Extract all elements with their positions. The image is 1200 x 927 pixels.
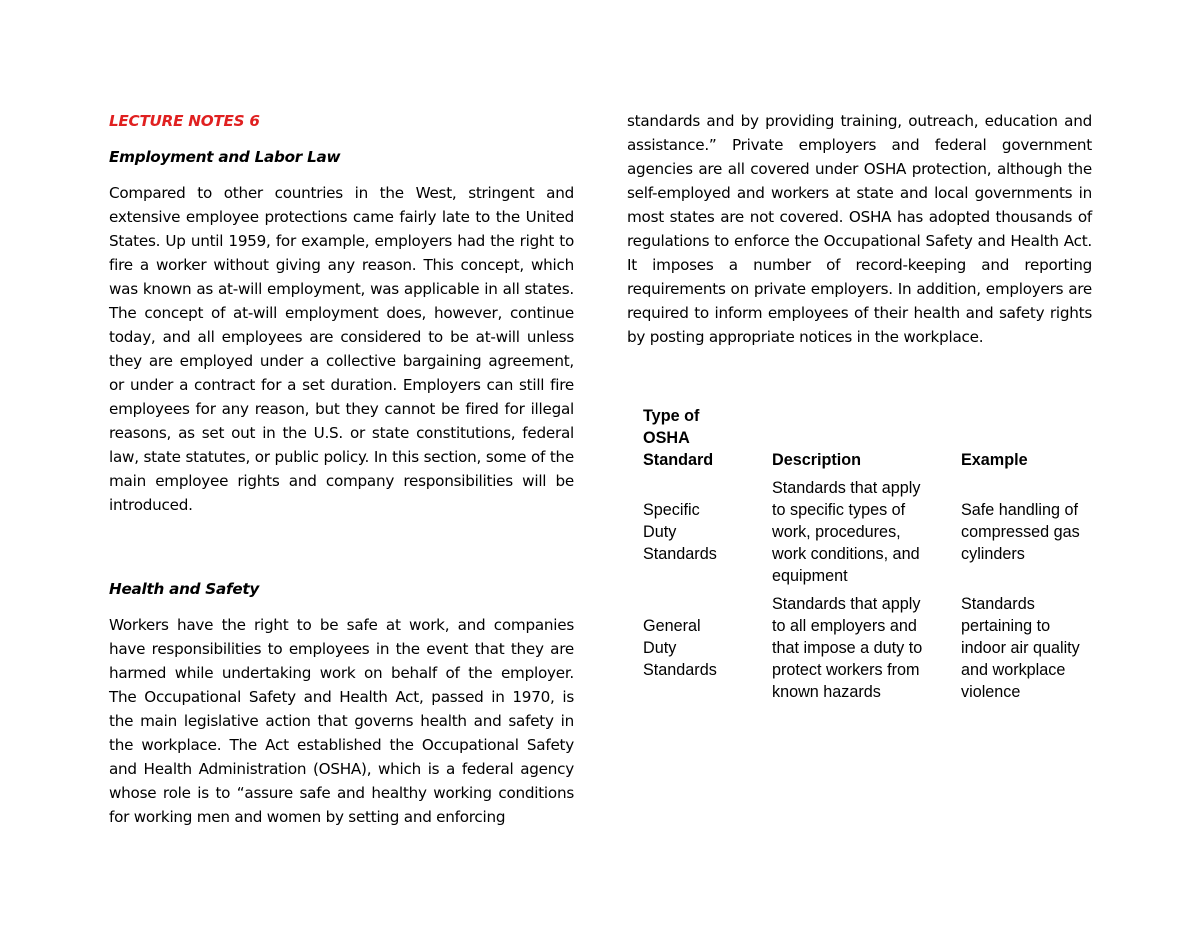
document-title: LECTURE NOTES 6 — [109, 112, 260, 130]
table-cell-example: Standards pertaining to indoor air quality and workplace violence — [961, 595, 1080, 701]
table-cell-type: General Duty Standards — [643, 617, 717, 679]
table-header-row — [634, 405, 1101, 477]
section-spacer — [109, 517, 574, 565]
right-column — [627, 109, 1092, 349]
left-column — [109, 109, 574, 829]
health-safety-paragraph-right: standards and by providing training, outreach, education and assistance.” Private employers and federal government agencies are all covered under OSHA protection, although the self-employed and workers at state and local governments in most states are not covered. OSHA has adopted thousands of regulations to enforce the Occupational Safety and Health Act. It imposes a number of record-keeping and reporting requirements on private employers. In addition, employers are required to inform employees of their health and safety rights by posting appropriate notices in the workplace. — [627, 112, 1092, 346]
table-row — [634, 477, 1101, 593]
table-cell-description: Standards that apply to all employers and that impose a duty to protect workers from known hazards — [772, 595, 923, 701]
column-header-type: Type of OSHA Standard — [643, 407, 714, 469]
employment-paragraph: Compared to other countries in the West, stringent and extensive employee protections came fairly late to the United States. Up until 1959, for example, employers had the right to fire a worker without giving any reason. This concept, which was known as at-will employment, was applicable in all states. The concept of at-will employment does, however, continue today, and all employees are considered to be at-will unless they are employed under a collective bargaining agreement, or under a contract for a set duration. Employers can still fire employees for any reason, but they cannot be fired for illegal reasons, as set out in the U.S. or state constitutions, federal law, state statutes, or public policy. In this section, some of the main employee rights and company responsibilities will be introduced. — [109, 184, 574, 514]
health-safety-paragraph-left: Workers have the right to be safe at work, and companies have responsibilities to employees in the event that they are harmed while undertaking work on behalf of the employer. The Occupational Safety and Health Act, passed in 1970, is the main legislative action that governs health and safety in the workplace. The Act established the Occupational Safety and Health Administration (OSHA), which is a federal agency whose role is to “assure safe and healthy working conditions for working men and women by setting and enforcing — [109, 616, 574, 826]
section-heading-employment: Employment and Labor Law — [109, 148, 341, 166]
table-cell-example: Safe handling of compressed gas cylinders — [961, 501, 1080, 563]
section-heading-health-safety: Health and Safety — [109, 580, 260, 598]
osha-standards-table — [634, 405, 1101, 709]
table-row — [634, 593, 1101, 709]
column-header-example: Example — [961, 451, 1028, 469]
table-cell-description: Standards that apply to specific types of work, procedures, work conditions, and equipment — [772, 479, 921, 585]
table-cell-type: Specific Duty Standards — [643, 501, 717, 563]
column-header-description: Description — [772, 451, 862, 469]
